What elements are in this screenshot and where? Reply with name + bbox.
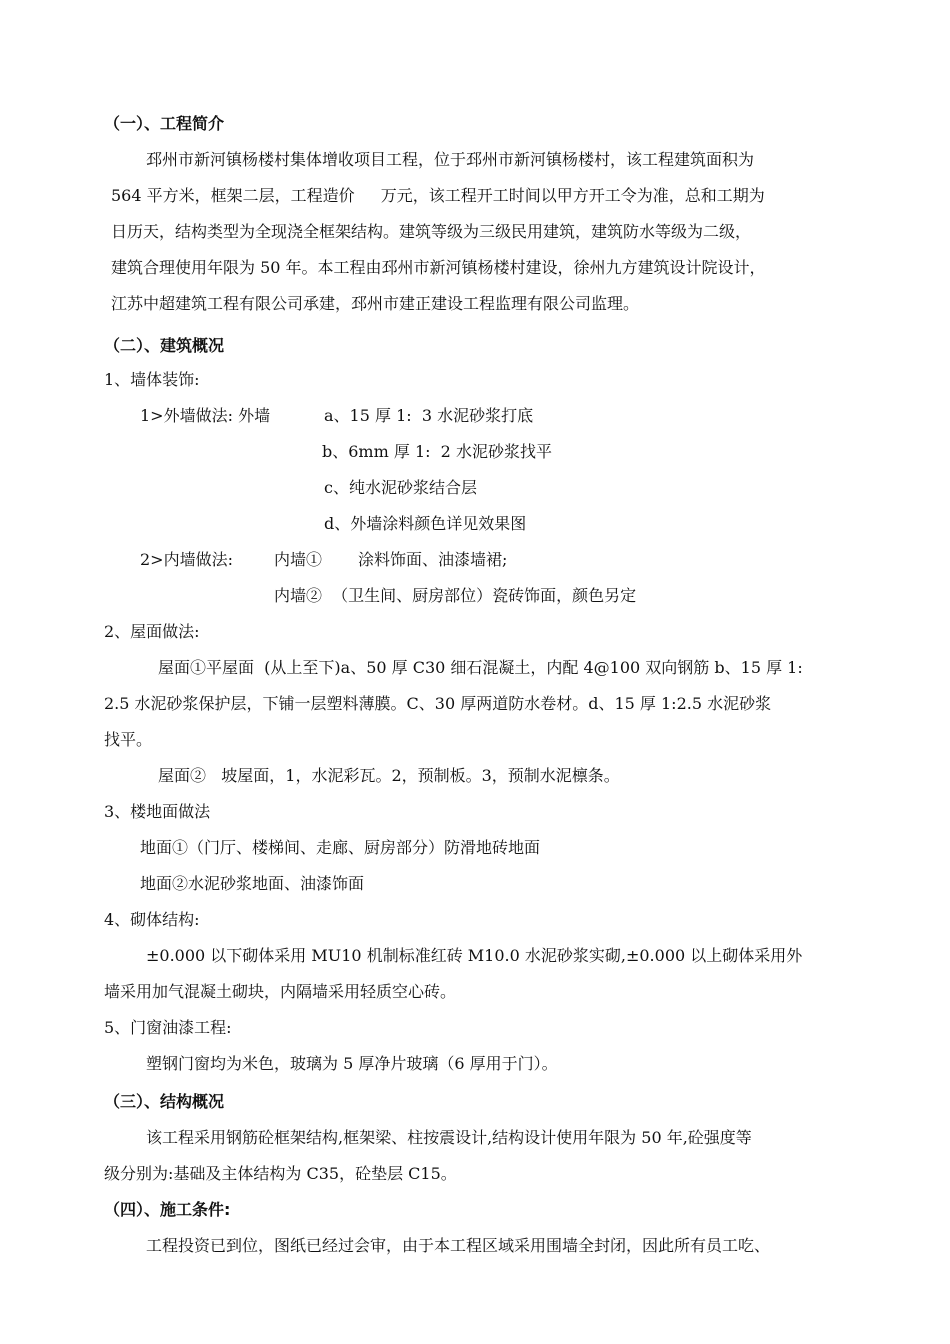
paragraph-line: 建筑合理使用年限为 50 年。本工程由邳州市新河镇杨楼村建设，徐州九方建筑设计院设计， [111,258,766,277]
paragraph-line: 级分别为:基础及主体结构为 C35，砼垫层 C15。 [104,1164,457,1183]
section-heading-construction-conditions: （四）、施工条件: [104,1200,231,1219]
section-heading-project-intro: （一）、工程简介 [104,114,225,133]
paragraph-line: 日历天，结构类型为全现浇全框架结构。建筑等级为三级民用建筑，建筑防水等级为二级， [111,222,752,241]
subsection-title-roof: 2、屋面做法: [104,622,200,641]
exterior-wall-item: b、6mm 厚 1: 2 水泥砂浆找平 [322,442,552,461]
exterior-wall-item: a、15 厚 1: 3 水泥砂浆打底 [324,406,534,425]
subsection-title-doors: 5、门窗油漆工程: [104,1018,232,1037]
paragraph-line: 墙采用加气混凝土砌块，内隔墙采用轻质空心砖。 [104,982,457,1001]
exterior-wall-label: 1>外墙做法: 外墙 [140,406,271,425]
interior-wall-1-name: 内墙① [274,550,323,569]
paragraph-line: 屋面② 坡屋面，1，水泥彩瓦。2，预制板。3，预制水泥檩条。 [158,766,620,785]
paragraph-line: 地面②水泥砂浆地面、油漆饰面 [140,874,365,893]
paragraph-line: 江苏中超建筑工程有限公司承建，邳州市建正建设工程监理有限公司监理。 [111,294,640,313]
paragraph-line: 塑钢门窗均为米色，玻璃为 5 厚净片玻璃（6 厚用于门）。 [146,1054,558,1073]
paragraph-line: 找平。 [104,730,153,749]
paragraph-line: 2.5 水泥砂浆保护层，下铺一层塑料薄膜。C、30 厚两道防水卷材。d、15 厚 1:2.5 水泥砂浆 [104,694,772,713]
subsection-title-wall: 1、墙体装饰: [104,370,200,389]
interior-wall-2: 内墙② （卫生间、厨房部位）瓷砖饰面，颜色另定 [274,586,637,605]
section-heading-structure: （三）、结构概况 [104,1092,225,1111]
paragraph-line: 564 平方米，框架二层，工程造价 万元，该工程开工时间以甲方开工令为准，总和工期为 [111,186,765,205]
paragraph-line: ±0.000 以下砌体采用 MU10 机制标准红砖 M10.0 水泥砂浆实砌,±0.000 以上砌体采用外 [146,946,803,965]
interior-wall-1-text: 涂料饰面、油漆墙裙; [358,550,508,569]
subsection-title-floor: 3、楼地面做法 [104,802,211,821]
exterior-wall-item: c、纯水泥砂浆结合层 [324,478,477,497]
paragraph-line: 屋面①平屋面 (从上至下)a、50 厚 C30 细石混凝土，内配 4@100 双向钢筋 b、15 厚 1: [158,658,803,677]
subsection-title-masonry: 4、砌体结构: [104,910,200,929]
paragraph-line: 该工程采用钢筋砼框架结构,框架梁、柱按震设计,结构设计使用年限为 50 年,砼强度等 [146,1128,752,1147]
paragraph-line: 邳州市新河镇杨楼村集体增收项目工程，位于邳州市新河镇杨楼村，该工程建筑面积为 [146,150,755,169]
section-heading-building-overview: （二）、建筑概况 [104,336,225,355]
paragraph-line: 地面①（门厅、楼梯间、走廊、厨房部分）防滑地砖地面 [140,838,541,857]
interior-wall-label: 2>内墙做法: [140,550,233,569]
exterior-wall-item: d、外墙涂料颜色详见效果图 [324,514,527,533]
paragraph-line: 工程投资已到位，图纸已经过会审，由于本工程区域采用围墙全封闭，因此所有员工吃、 [146,1236,771,1255]
